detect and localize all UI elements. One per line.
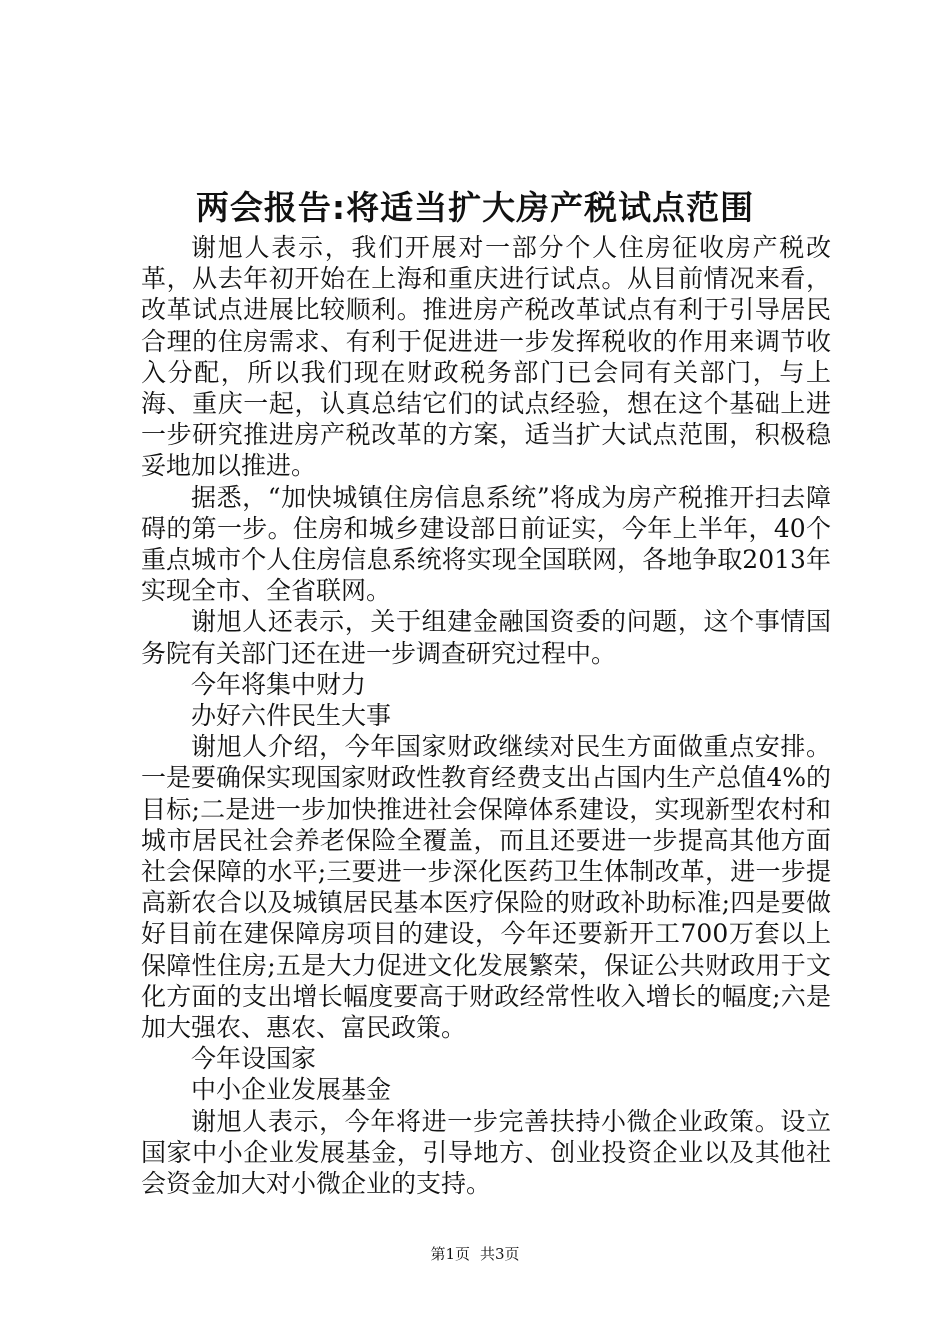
paragraph: 据悉，“加快城镇住房信息系统”将成为房产税推开扫去障碍的第一步。住房和城乡建设部日前证实，今年上半年，40个重点城市个人住房信息系统将实现全国联网，各地争取2013年实现全市、全省联网。	[141, 482, 831, 606]
subheading: 中小企业发展基金	[191, 1075, 392, 1105]
page-footer	[0, 1244, 950, 1264]
subheading: 办好六件民生大事	[191, 701, 392, 731]
document-body	[141, 232, 831, 1199]
subheading: 今年将集中财力	[191, 669, 367, 699]
page-total: 共3页	[480, 1245, 520, 1263]
paragraph: 谢旭人表示，今年将进一步完善扶持小微企业政策。设立国家中小企业发展基金，引导地方、创业投资企业以及其他社会资金加大对小微企业的支持。	[141, 1106, 831, 1199]
page-number: 第1页	[430, 1245, 470, 1263]
paragraph: 谢旭人表示，我们开展对一部分个人住房征收房产税改革，从去年初开始在上海和重庆进行试点。从目前情况来看，改革试点进展比较顺利。推进房产税改革试点有利于引导居民合理的住房需求、有利于促进进一步发挥税收的作用来调节收入分配，所以我们现在财政税务部门已会同有关部门，与上海、重庆一起，认真总结它们的试点经验，想在这个基础上进一步研究推进房产税改革的方案，适当扩大试点范围，积极稳妥地加以推进。	[141, 233, 831, 481]
document-title: 两会报告:将适当扩大房产税试点范围	[195, 188, 755, 227]
paragraph: 谢旭人还表示，关于组建金融国资委的问题，这个事情国务院有关部门还在进一步调查研究过程中。	[141, 607, 831, 668]
paragraph: 谢旭人介绍，今年国家财政继续对民生方面做重点安排。一是要确保实现国家财政性教育经费支出占国内生产总值4%的目标;二是进一步加快推进社会保障体系建设，实现新型农村和城市居民社会养老保险全覆盖，而且还要进一步提高其他方面社会保障的水平;三要进一步深化医药卫生体制改革，进一步提高新农合以及城镇居民基本医疗保险的财政补助标准;四是要做好目前在建保障房项目的建设，今年还要新开工700万套以上保障性住房;五是大力促进文化发展繁荣，保证公共财政用于文化方面的支出增长幅度要高于财政经常性收入增长的幅度;六是加大强农、惠农、富民政策。	[141, 732, 831, 1043]
subheading: 今年设国家	[191, 1044, 317, 1074]
